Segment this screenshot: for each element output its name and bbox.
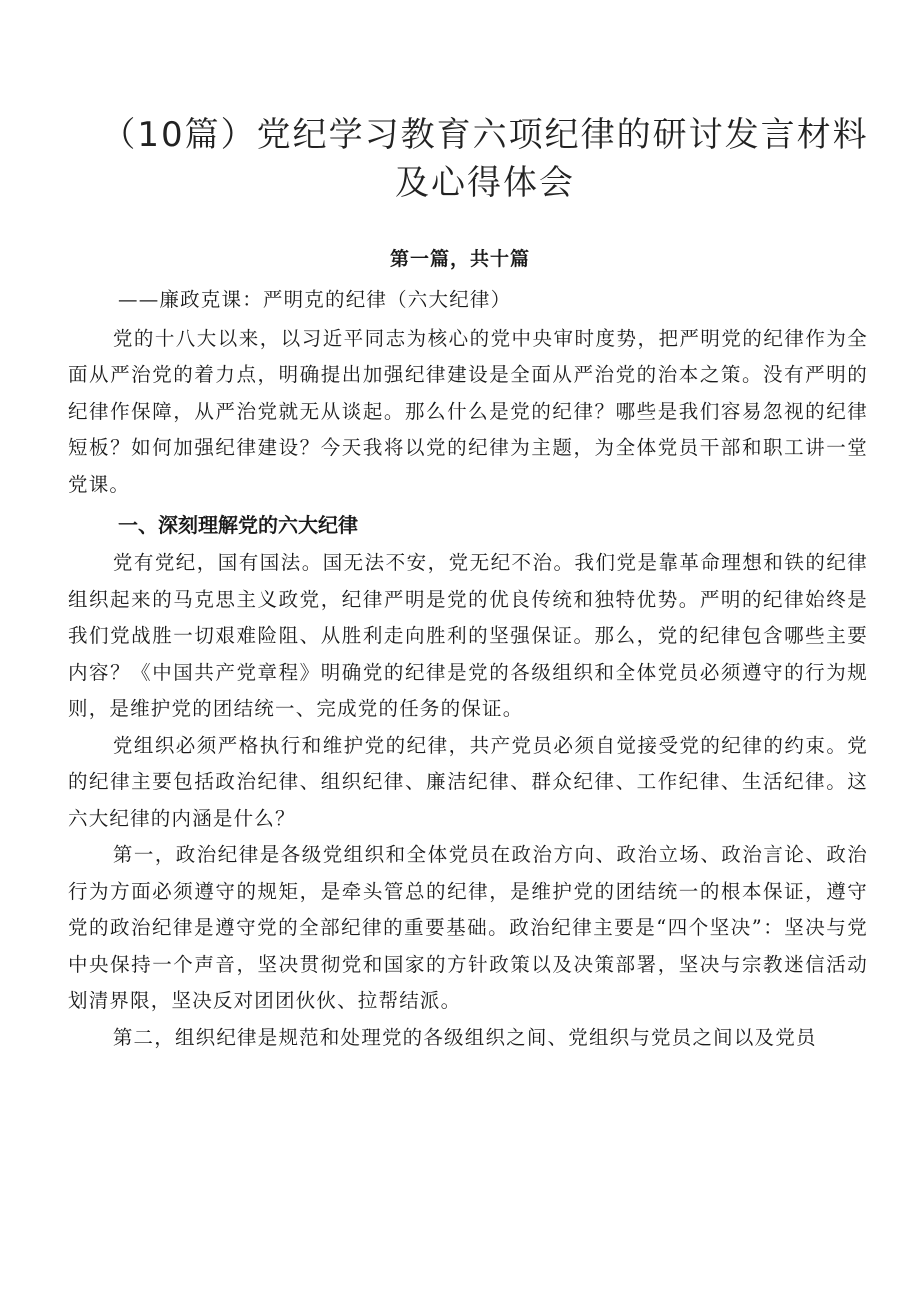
document-body (68, 282, 868, 1056)
document-title: （10篇）党纪学习教育六项纪律的研讨发言材料及心得体会 (101, 114, 869, 203)
section-heading: 一、深刻理解党的六大纪律 (118, 513, 358, 537)
section-paragraph-1: 党有党纪，国有国法。国无法不安，党无纪不治。我们党是靠革命理想和铁的纪律组织起来的马克思主义政党，纪律严明是党的优良传统和独特优势。严明的纪律始终是我们党战胜一切艰难险阻、从胜利走向胜利的坚强保证。那么，党的纪律包含哪些主要内容？《中国共产党章程》明确党的纪律是党的各级组织和全体党员必须遵守的行为规则，是维护党的团结统一、完成党的任务的保证。 (68, 551, 868, 720)
intro-paragraph: 党的十八大以来，以习近平同志为核心的党中央审时度势，把严明党的纪律作为全面从严治党的着力点，明确提出加强纪律建设是全面从严治党的治本之策。没有严明的纪律作保障，从严治党就无从谈起。那么什么是党的纪律？哪些是我们容易忽视的纪律短板？如何加强纪律建设？今天我将以党的纪律为主题，为全体党员干部和职工讲一堂党课。 (68, 326, 868, 496)
section-paragraph-3: 第一，政治纪律是各级党组织和全体党员在政治方向、政治立场、政治言论、政治行为方面必须遵守的规矩，是牵头管总的纪律，是维护党的团结统一的根本保证，遵守党的政治纪律是遵守党的全部纪律的重要基础。政治纪律主要是“四个坚决”：坚决与党中央保持一个声音，坚决贯彻党和国家的方针政策以及决策部署，坚决与宗教迷信活动划清界限，坚决反对团团伙伙、拉帮结派。 (68, 843, 868, 1012)
subheading: 第一篇，共十篇 (389, 248, 530, 270)
byline: ——廉政克课：严明克的纪律（六大纪律） (118, 288, 512, 311)
section-paragraph-4: 第二，组织纪律是规范和处理党的各级组织之间、党组织与党员之间以及党员 (112, 1025, 817, 1049)
section-paragraph-2: 党组织必须严格执行和维护党的纪律，共产党员必须自觉接受党的纪律的约束。党的纪律主要包括政治纪律、组织纪律、廉洁纪律、群众纪律、工作纪律、生活纪律。这六大纪律的内涵是什么？ (68, 733, 868, 830)
